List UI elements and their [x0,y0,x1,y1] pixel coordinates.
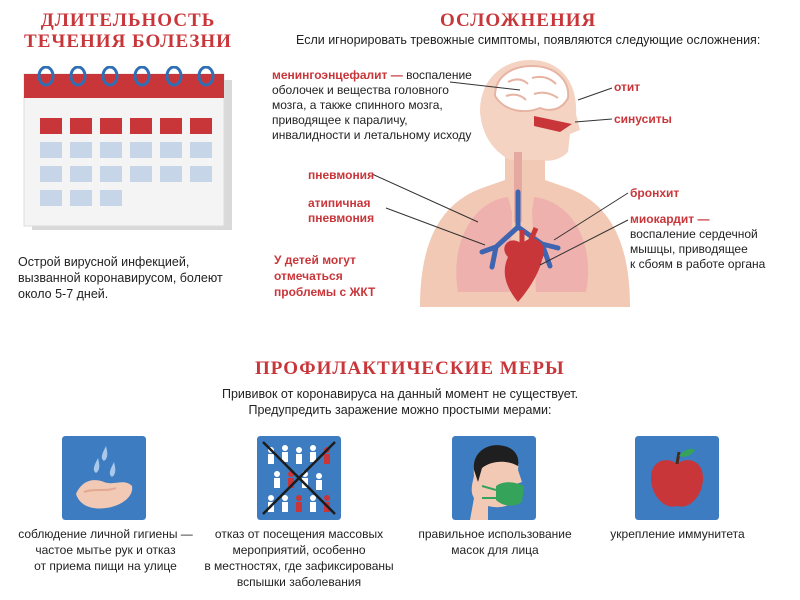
complications-subtitle: Если игнорировать тревожные симптомы, появляются следующие осложнения: [296,33,761,47]
crowd-crossed-icon [257,436,341,520]
prevention-caption-crowds: отказ от посещения массовых мероприятий, особенно в местностях, где зафиксированы вспышки заболевания [204,527,394,589]
atypical-pneumonia-label: атипичная пневмония [308,196,375,225]
prevention-title: ПРОФИЛАКТИЧЕСКИЕ МЕРЫ [255,358,565,379]
hand-washing-icon [62,436,146,520]
duration-text: Острой вирусной инфекцией, вызванной коронавирусом, болеют около 5-7 дней. [18,255,223,301]
myocarditis-label: миокардит — воспаление сердечной мышцы, приводящее к сбоям в работе органа [630,212,766,271]
prevention-caption-immunity: укрепление иммунитета [610,527,745,541]
duration-title-line1: ДЛИТЕЛЬНОСТЬ [40,10,216,31]
otitis-label: отит [614,80,641,94]
prevention-caption-masks: правильное использование масок для лица [418,527,572,557]
prevention-caption-hygiene: соблюдение личной гигиены — частое мытье рук и отказ от приема пищи на улице [18,527,193,573]
children-gi-label: У детей могут отмечаться проблемы с ЖКТ [274,253,376,299]
complications-title: ОСЛОЖНЕНИЯ [440,10,597,31]
face-mask-icon [452,436,536,520]
prevention-intro: Прививок от коронавируса на данный момент не существует. Предупредить заражение можно простыми мерами: [221,387,579,417]
sinusitis-label: синуситы [614,112,672,126]
bronchitis-label: бронхит [630,186,680,200]
pneumonia-label: пневмония [308,168,375,182]
meningoencephalitis-label: менингоэнцефалит — воспаление оболочек и вещества головного мозга, а также спинного мозга, приводящее к параличу, инвалидности и летальному исходу [272,68,472,142]
apple-icon [635,436,719,520]
duration-title-line2: ТЕЧЕНИЯ БОЛЕЗНИ [24,31,232,52]
